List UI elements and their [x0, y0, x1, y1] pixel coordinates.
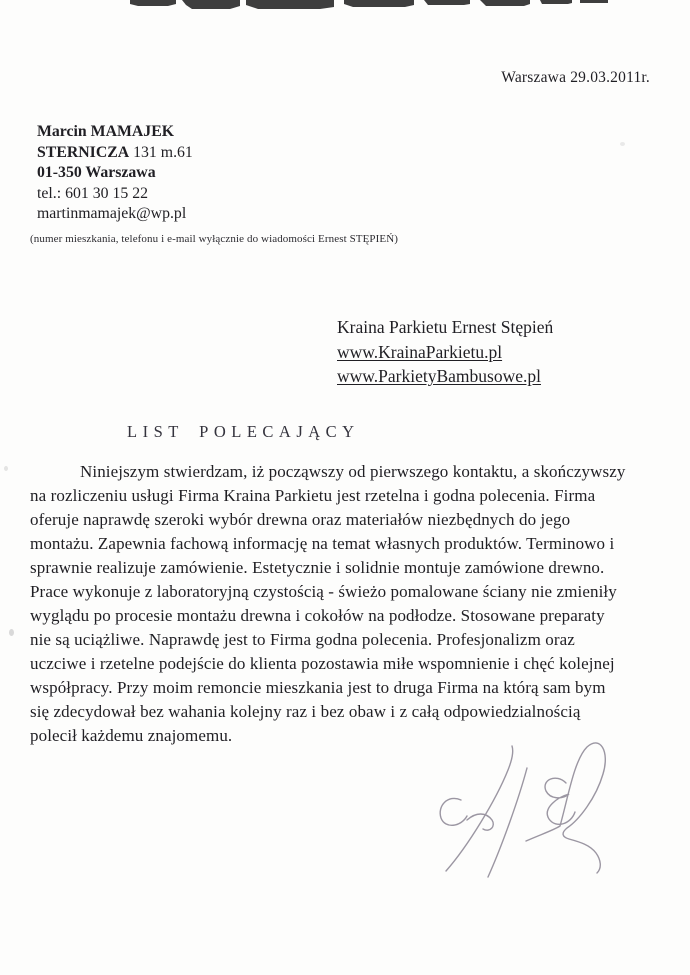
body-line: oferuje naprawdę szeroki wybór drewna oraz materiałów niezbędnych do jego [30, 510, 571, 529]
scan-artifact-band [0, 0, 690, 14]
sender-name: Marcin MAMAJEK [37, 123, 175, 140]
scan-speck [9, 629, 14, 636]
recipient-website-1: www.KrainaParkietu.pl [337, 341, 503, 362]
recipient-website-2: www.ParkietyBambusowe.pl [337, 366, 541, 386]
handwritten-signature-icon [430, 738, 615, 880]
sender-email: martinmamajek@wp.pl [37, 205, 187, 222]
body-line: wyglądu po procesie montażu drewna i cokołów na podłodze. Stosowane preparaty [30, 606, 605, 625]
recipient-company: Kraina Parkietu Ernest Stępień [337, 317, 554, 337]
recipient-block [337, 315, 553, 389]
body-line: Niniejszym stwierdzam, iż począwszy od pierwszego kontaktu, a skończywszy [80, 462, 626, 481]
sender-street-number: 131 m.61 [129, 143, 193, 161]
scan-speck [620, 142, 625, 146]
privacy-note: (numer mieszkania, telefonu i e-mail wyłącznie do wiadomości Ernest STĘPIEŃ) [30, 233, 399, 245]
letter-body [30, 460, 670, 748]
body-line: się zdecydował bez wahania kolejny raz i bez obaw i z całą odpowiedzialnością [30, 702, 581, 721]
body-line: polecił każdemu znajomemu. [30, 726, 233, 745]
sender-address-block [37, 122, 193, 225]
sender-street [37, 143, 193, 164]
date-line: Warszawa 29.03.2011r. [501, 69, 650, 86]
body-line: uczciwe i rzetelne podejście do klienta pozostawia miłe wspomnienie i chęć kolejnej [30, 654, 615, 673]
body-line: montażu. Zapewnia fachową informację na temat własnych produktów. Terminowo i [30, 534, 615, 553]
scan-speck [4, 466, 8, 471]
sender-city: 01-350 Warszawa [37, 164, 156, 181]
body-line: sprawnie realizuje zamówienie. Estetycznie i solidnie montuje zamówione drewno. [30, 558, 605, 577]
body-line: współpracy. Przy moim remoncie mieszkania jest to druga Firma na którą sam bym [30, 678, 606, 697]
sender-phone: tel.: 601 30 15 22 [37, 184, 149, 202]
letter-title: LIST POLECAJĄCY [127, 422, 360, 441]
body-line: nie są uciążliwe. Naprawdę jest to Firma godna polecenia. Profesjonalizm oraz [30, 630, 575, 649]
body-line: na rozliczeniu usługi Firma Kraina Parkietu jest rzetelna i godna polecenia. Firma [30, 486, 596, 505]
body-line: Prace wykonuje z laboratoryjną czystością - świeżo pomalowane ściany nie zmieniły [30, 582, 617, 601]
sender-street-name: STERNICZA [37, 143, 130, 161]
